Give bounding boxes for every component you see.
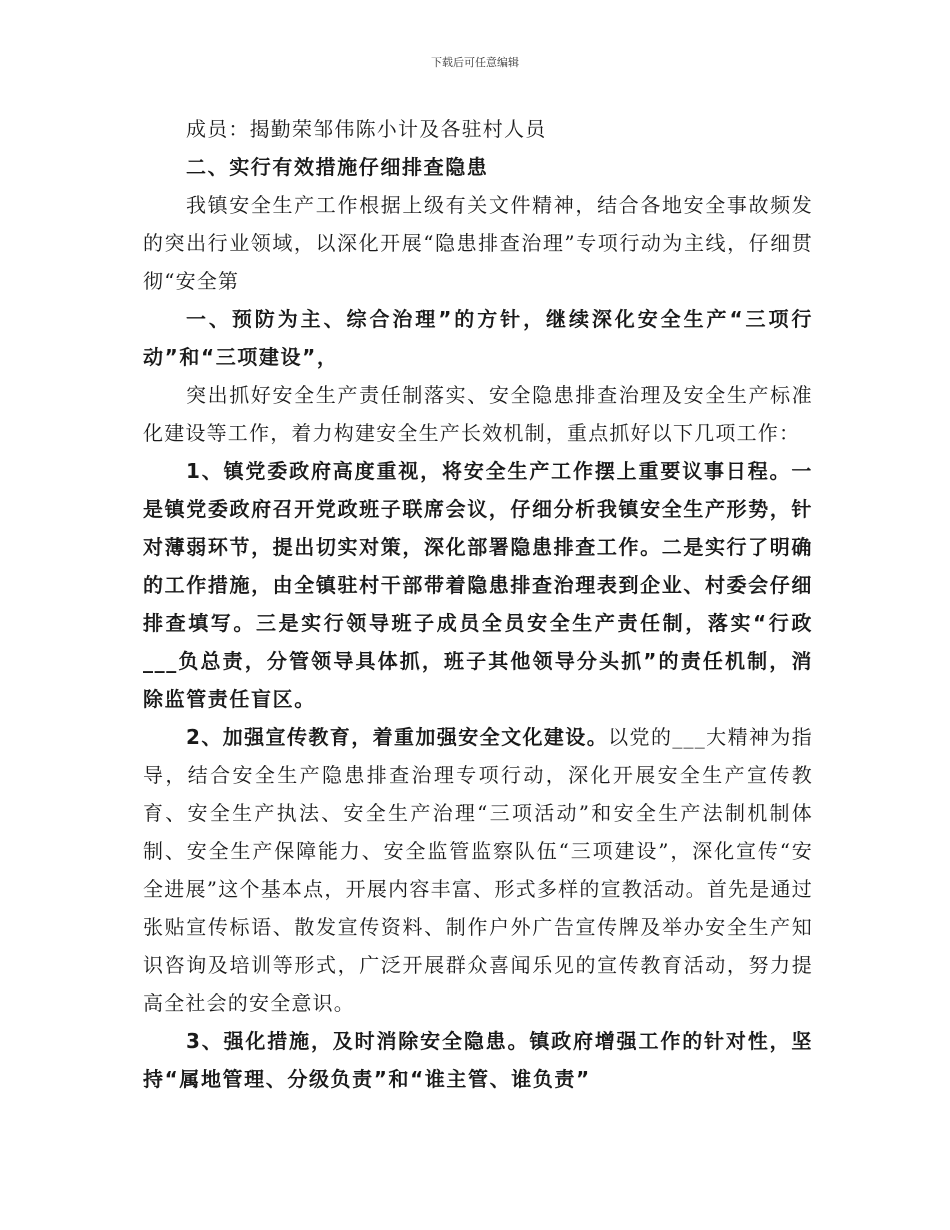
item-2-body: 以党的___大精神为指导，结合安全生产隐患排查治理专项行动，深化开展安全生产宣传教育、安全生产执法、安全生产治理“三项活动”和安全生产法制机制体制、安全生产保障能力、安全监管监察队伍“三项建设”，深化宣传“安全进展”这个基本点，开展内容丰富、形式多样的宣教活动。首先是通过张贴宣传标语、散发宣传资料、制作户外广告宣传牌及举办安全生产知识咨询及培训等形式，广泛开展群众喜闻乐见的宣传教育活动，努力提高全社会的安全意识。	[143, 725, 814, 1015]
paragraph-policy: 一、预防为主、综合治理”的方针，继续深化安全生产“三项行动”和“三项建设”，	[143, 307, 813, 369]
item-2-lead: 2、加强宣传教育，着重加强安全文化建设。	[186, 725, 609, 749]
paragraph-item-1: 1、镇党委政府高度重视，将安全生产工作摆上重要议事日程。一是镇党委政府召开党政班子联席会议，仔细分析我镇安全生产形势，针对薄弱环节，提出切实对策，深化部署隐患排查工作。二是实行了明确的工作措施，由全镇驻村干部带着隐患排查治理表到企业、村委会仔细排查填写。三是实行领导班子成员全员安全生产责任制，落实“行政___负总责，分管领导具体抓，班子其他领导分头抓”的责任机制，消除监管责任盲区。	[143, 459, 813, 711]
paragraph-item-2	[143, 718, 813, 1022]
paragraph-item-3: 3、强化措施，及时消除安全隐患。镇政府增强工作的针对性，坚持“属地管理、分级负责”和“谁主管、谁负责”	[143, 1029, 813, 1091]
paragraph-intro: 我镇安全生产工作根据上级有关文件精神，结合各地安全事故频发的突出行业领域，以深化开展“隐患排查治理”专项行动为主线，仔细贯彻“安全第	[143, 193, 813, 293]
page-header: 下载后可任意编辑	[431, 56, 519, 69]
members-line: 成员：揭勤荣邹伟陈小计及各驻村人员	[186, 117, 547, 141]
section-heading-2: 二、实行有效措施仔细排查隐患	[186, 155, 489, 179]
paragraph-focus: 突出抓好安全生产责任制落实、安全隐患排查治理及安全生产标准化建设等工作，着力构建安全生产长效机制，重点抓好以下几项工作：	[143, 383, 813, 445]
document-body	[143, 110, 813, 1098]
